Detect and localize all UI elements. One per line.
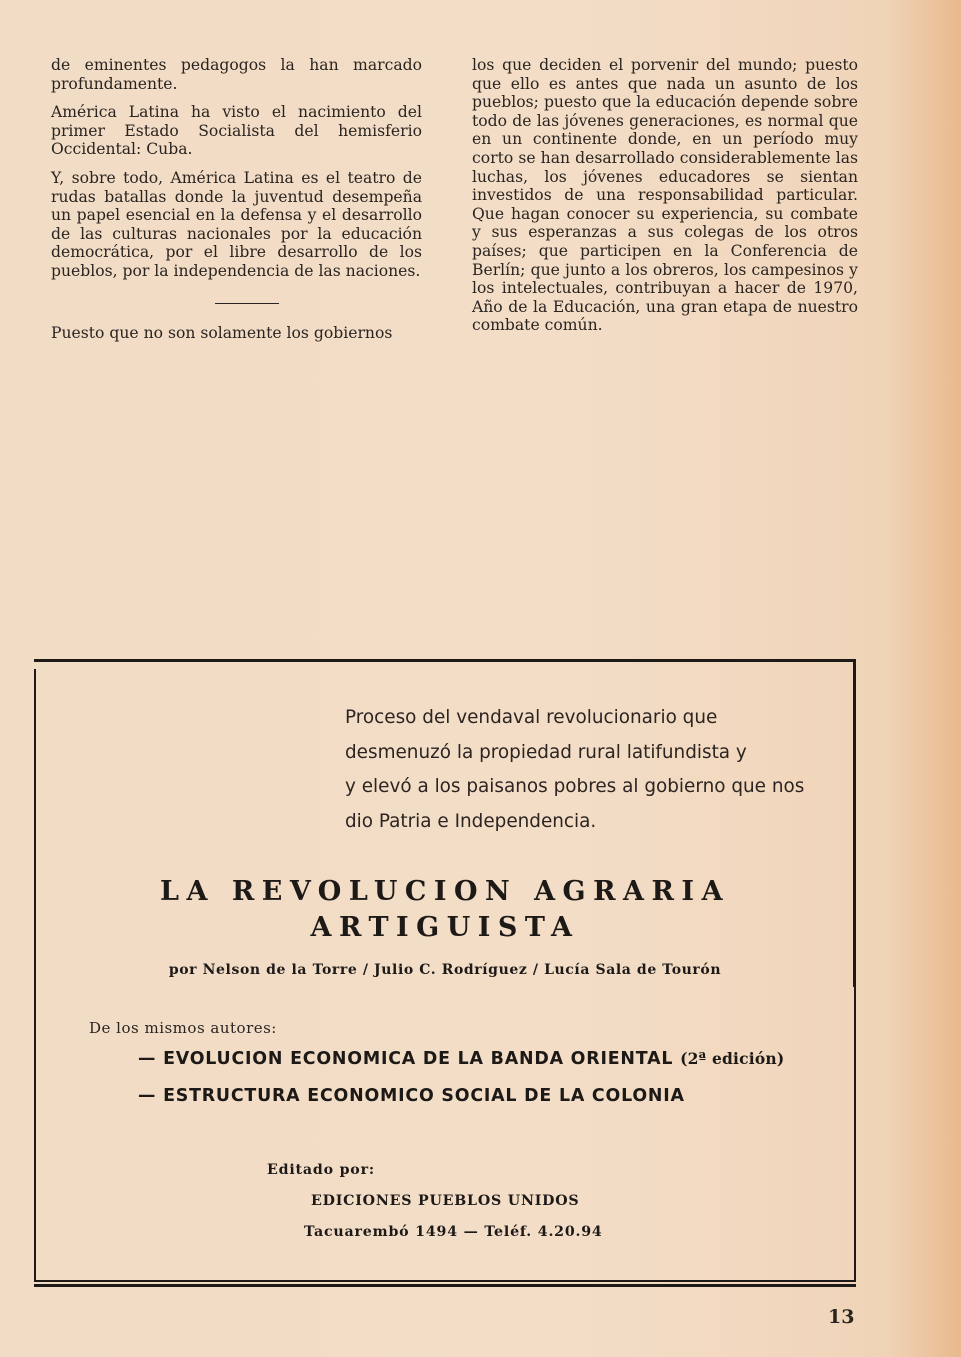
book-authors: por Nelson de la Torre / Julio C. Rodríguez / Lucía Sala de Tourón bbox=[168, 962, 722, 978]
article-left-column bbox=[51, 56, 422, 352]
book-title-line2: ARTIGUISTA bbox=[310, 912, 580, 943]
article-paragraph: Puesto que no son solamente los gobiernos bbox=[51, 323, 393, 342]
article-right-column bbox=[472, 56, 858, 345]
article-paragraph: los que deciden el porvenir del mundo; puesto que ello es antes que nada un asunto de los pueblos; puesto que la educación depende sobre todo de las jóvenes generaciones, es normal que en un continente donde, en un período muy corto se han desarrollado considerablemente las luchas, los jóvenes educadores se sientan investidos de una responsabilidad particular. Que hagan conocer su experiencia, su combate y sus esperanzas a sus colegas de los otros países; que participen en la Conferencia de Berlín; que junto a los obreros, los campesinos y los intelectuales, contribuyan a hacer de 1970, Año de la Educación, una gran etapa de nuestro combate común. bbox=[472, 56, 858, 335]
work-title: EVOLUCION ECONOMICA DE LA BANDA ORIENTAL bbox=[163, 1049, 674, 1069]
book-title-line1: LA REVOLUCION AGRARIA bbox=[159, 876, 731, 907]
same-authors-label: De los mismos autores: bbox=[89, 1019, 277, 1037]
related-work bbox=[138, 1049, 784, 1069]
section-divider bbox=[215, 303, 279, 304]
advert-intro bbox=[345, 701, 825, 839]
advert-intro-line: Proceso del vendaval revolucionario que bbox=[345, 707, 718, 728]
advert-intro-line: dio Patria e Independencia. bbox=[345, 810, 597, 832]
advert-intro-line: desmenuzó la propiedad rural latifundista y bbox=[345, 741, 747, 763]
publisher-address: Tacuarembó 1494 — Teléf. 4.20.94 bbox=[304, 1224, 603, 1240]
work-dash: — bbox=[138, 1086, 157, 1106]
frame-line bbox=[34, 1280, 856, 1282]
book-advertisement bbox=[34, 659, 856, 1287]
frame-line bbox=[854, 972, 856, 1282]
edited-by-label: Editado por: bbox=[267, 1162, 375, 1178]
page-number: 13 bbox=[828, 1306, 855, 1328]
article-paragraph: de eminentes pedagogos la han marcado profundamente. bbox=[51, 56, 422, 93]
work-dash: — bbox=[138, 1049, 157, 1069]
publisher-name: EDICIONES PUEBLOS UNIDOS bbox=[311, 1193, 580, 1209]
work-title: ESTRUCTURA ECONOMICO SOCIAL DE LA COLONIA bbox=[163, 1086, 685, 1106]
article-paragraph: Y, sobre todo, América Latina es el teatro de rudas batallas donde la juventud desempeña un papel esencial en la defensa y el desarrollo de las culturas nacionales por la educación democrática, por el libre desarrollo de los pueblos, por la independencia de las naciones. bbox=[51, 168, 422, 280]
work-edition: (2ª edición) bbox=[680, 1049, 785, 1068]
article-paragraph: América Latina ha visto el nacimiento del primer Estado Socialista del hemisferio Occidental: Cuba. bbox=[51, 103, 422, 159]
advert-intro-line: y elevó a los paisanos pobres al gobierno que nos bbox=[345, 776, 805, 798]
related-work bbox=[138, 1086, 685, 1106]
